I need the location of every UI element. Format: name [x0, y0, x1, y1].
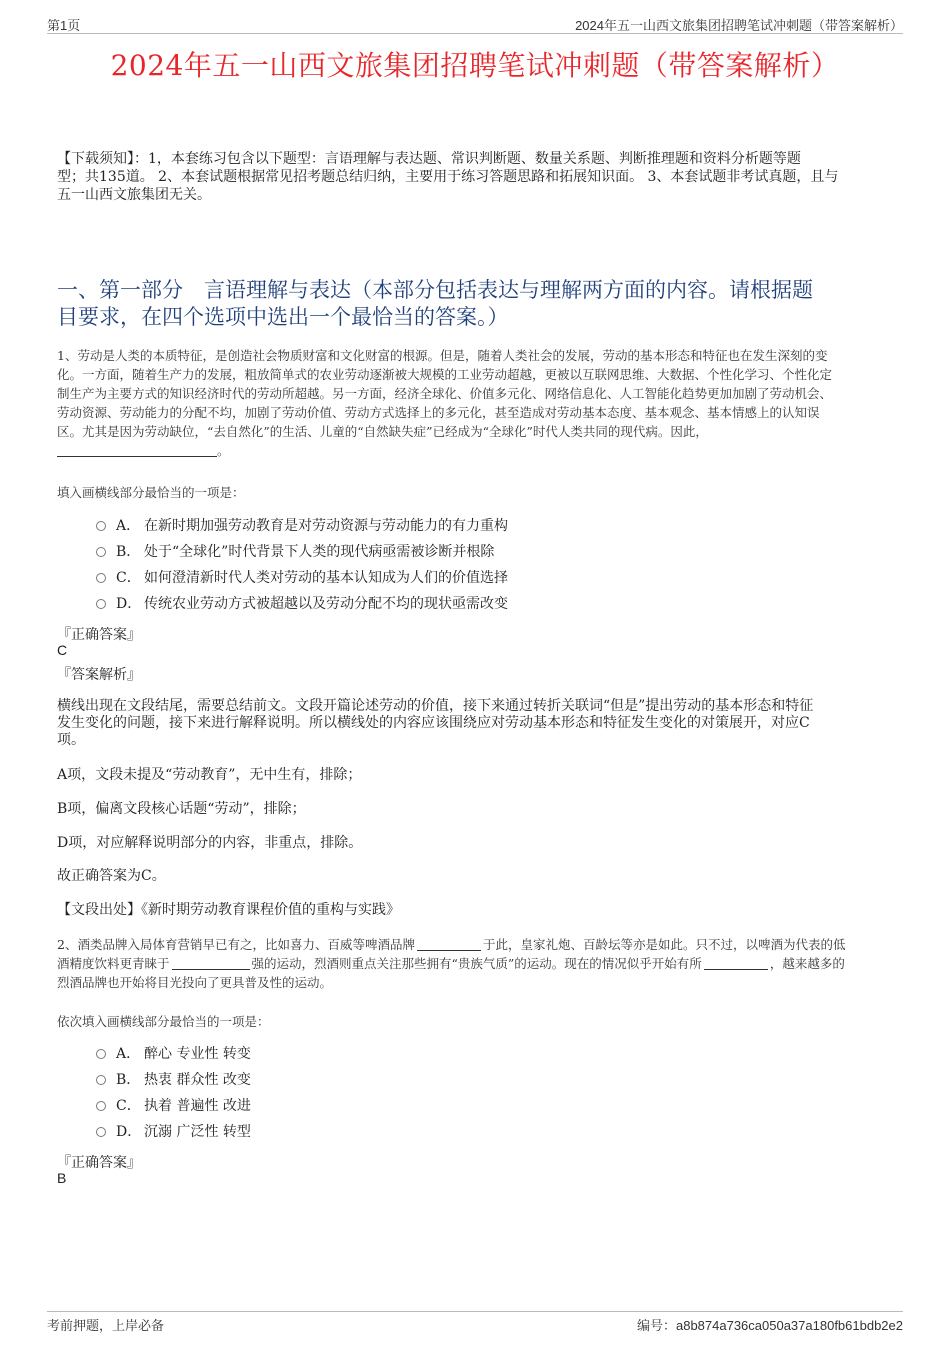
question-2-prompt: 依次填入画横线部分最恰当的一项是： — [57, 1014, 270, 1029]
document-title: 2024年五一山西文旅集团招聘笔试冲刺题（带答案解析） — [110, 49, 840, 82]
stem-line — [57, 935, 903, 954]
answer-blank — [417, 938, 481, 951]
notice-line: 型；共135道。 2、本套试题根据常见招考题总结归纳，主要用于练习答题思路和拓展知识面。 3、本套试题非考试真题，且与 — [57, 169, 839, 185]
analysis-line: 横线出现在文段结尾，需要总结前文。文段开篇论述劳动的价值，接下来通过转折关联词“但是”提出劳动的基本形态和特征 — [57, 698, 814, 714]
radio-icon[interactable] — [96, 521, 106, 531]
radio-icon[interactable] — [96, 1049, 106, 1059]
analysis-line: 发生变化的问题，接下来进行解释说明。所以横线处的内容应该围绕应对劳动基本形态和特征发生变化的对策展开，对应C — [57, 715, 810, 731]
option-letter: B． — [116, 1072, 141, 1088]
option-letter: A． — [116, 518, 141, 534]
answer-blank — [704, 957, 768, 970]
footer-code — [637, 1315, 903, 1334]
answer-blank — [57, 444, 217, 457]
analysis-paragraph — [57, 698, 887, 749]
q2-option-c[interactable] — [96, 1096, 251, 1116]
q1-option-d[interactable] — [96, 594, 508, 614]
correct-answer: B — [57, 1170, 67, 1186]
stem-line: 化。一方面，随着生产力的发展，粗放简单式的农业劳动逐渐被大规模的工业劳动超越，更被以互联网思维、大数据、个性化学习、个性化定 — [57, 367, 833, 382]
option-text: 醉心 专业性 转变 — [144, 1046, 251, 1062]
analysis-line: 项。 — [57, 732, 85, 748]
option-letter: D． — [116, 1124, 142, 1140]
answer-blank — [172, 957, 250, 970]
notice-line: 五一山西文旅集团无关。 — [57, 187, 211, 203]
analysis-option-b: B项，偏离文段核心话题“劳动”，排除； — [57, 801, 306, 817]
option-letter: B． — [116, 544, 141, 560]
option-letter: C． — [116, 570, 141, 586]
stem-line: 1、劳动是人类的本质特征，是创造社会物质财富和文化财富的根源。但是，随着人类社会的发展，劳动的基本形态和特征也在发生深刻的变 — [57, 348, 828, 363]
radio-icon[interactable] — [96, 1075, 106, 1085]
option-letter: A． — [116, 1046, 141, 1062]
radio-icon[interactable] — [96, 599, 106, 609]
stem-text: 于此，皇家礼炮、百龄坛等亦是如此。只不过，以啤酒为代表的低 — [482, 937, 846, 952]
correct-answer-label: 『正确答案』 — [57, 627, 141, 643]
stem-text: ，越来越多的 — [769, 956, 845, 971]
section-heading-line: 一、第一部分 言语理解与表达（本部分包括表达与理解两方面的内容。请根据题 — [57, 278, 813, 302]
footer-divider — [47, 1311, 903, 1312]
stem-end-mark: 。 — [217, 443, 230, 458]
footer-code-value: a8b874a736ca050a37a180fb61bdb2e2 — [675, 1318, 903, 1333]
header-divider — [47, 33, 903, 34]
footer-code-label: 编号： — [636, 1319, 676, 1334]
option-letter: C． — [116, 1098, 141, 1114]
question-1-prompt: 填入画横线部分最恰当的一项是： — [57, 485, 245, 500]
download-notice — [57, 150, 903, 204]
stem-line: 劳动资源、劳动能力的分配不均，加剧了劳动价值、劳动方式选择上的多元化，甚至造成对劳动基本态度、基本观念、基本情感上的认知误 — [57, 405, 820, 420]
q1-option-a[interactable] — [96, 516, 508, 536]
section-heading — [57, 277, 903, 331]
radio-icon[interactable] — [96, 573, 106, 583]
radio-icon[interactable] — [96, 1101, 106, 1111]
option-text: 沉溺 广泛性 转型 — [144, 1124, 251, 1140]
option-text: 传统农业劳动方式被超越以及劳动分配不均的现状亟需改变 — [144, 596, 508, 612]
q1-option-b[interactable] — [96, 542, 494, 562]
analysis-option-d: D项，对应解释说明部分的内容，非重点，排除。 — [57, 835, 363, 851]
correct-answer-label: 『正确答案』 — [57, 1155, 141, 1171]
q2-option-d[interactable] — [96, 1122, 251, 1142]
radio-icon[interactable] — [96, 1127, 106, 1137]
option-text: 热衷 群众性 改变 — [144, 1072, 251, 1088]
stem-blank-line — [57, 441, 903, 460]
analysis-label: 『答案解析』 — [57, 667, 141, 683]
stem-text: 强的运动，烈酒则重点关注那些拥有“贵族气质”的运动。现在的情况似乎开始有所 — [251, 956, 702, 971]
option-text: 在新时期加强劳动教育是对劳动资源与劳动能力的有力重构 — [144, 518, 508, 534]
stem-text: 酒精度饮料更青睐于 — [57, 956, 170, 971]
stem-line: 烈酒品牌也开始将目光投向了更具普及性的运动。 — [57, 975, 333, 990]
analysis-option-a: A项，文段未提及“劳动教育”，无中生有，排除； — [57, 767, 362, 783]
header-doc-title: 2024年五一山西文旅集团招聘笔试冲刺题（带答案解析） — [575, 18, 903, 33]
question-2-stem — [57, 935, 903, 992]
stem-line: 区。尤其是因为劳动缺位，“去自然化”的生活、儿童的“自然缺失症”已经成为“全球化”时代人类共同的现代病。因此， — [57, 424, 708, 439]
option-text: 处于“全球化”时代背景下人类的现代病亟需被诊断并根除 — [144, 544, 495, 560]
option-text: 如何澄清新时代人类对劳动的基本认知成为人们的价值选择 — [144, 570, 508, 586]
q2-option-a[interactable] — [96, 1044, 251, 1064]
question-1-stem — [57, 346, 903, 460]
q1-option-c[interactable] — [96, 568, 508, 588]
q2-option-b[interactable] — [96, 1070, 251, 1090]
section-heading-line: 目要求，在四个选项中选出一个最恰当的答案。） — [57, 305, 509, 329]
page-number: 第1页 — [47, 18, 81, 33]
analysis-conclusion: 故正确答案为C。 — [57, 868, 166, 884]
stem-text: 2、酒类品牌入局体育营销早已有之，比如喜力、百威等啤酒品牌 — [57, 937, 415, 952]
stem-line: 制生产为主要方式的知识经济时代的劳动所超越。另一方面，经济全球化、价值多元化、网络信息化、人工智能化趋势更加加剧了劳动机会、 — [57, 386, 833, 401]
footer-slogan: 考前押题，上岸必备 — [47, 1319, 165, 1334]
radio-icon[interactable] — [96, 547, 106, 557]
notice-line: 【下载须知】：1，本套练习包含以下题型：言语理解与表达题、常识判断题、数量关系题、判断推理题和资料分析题等题 — [57, 151, 801, 167]
option-text: 执着 普遍性 改进 — [144, 1098, 251, 1114]
stem-line — [57, 954, 903, 973]
correct-answer: C — [57, 642, 68, 658]
source-citation: 【文段出处】《新时期劳动教育课程价值的重构与实践》 — [57, 902, 400, 918]
option-letter: D． — [116, 596, 142, 612]
